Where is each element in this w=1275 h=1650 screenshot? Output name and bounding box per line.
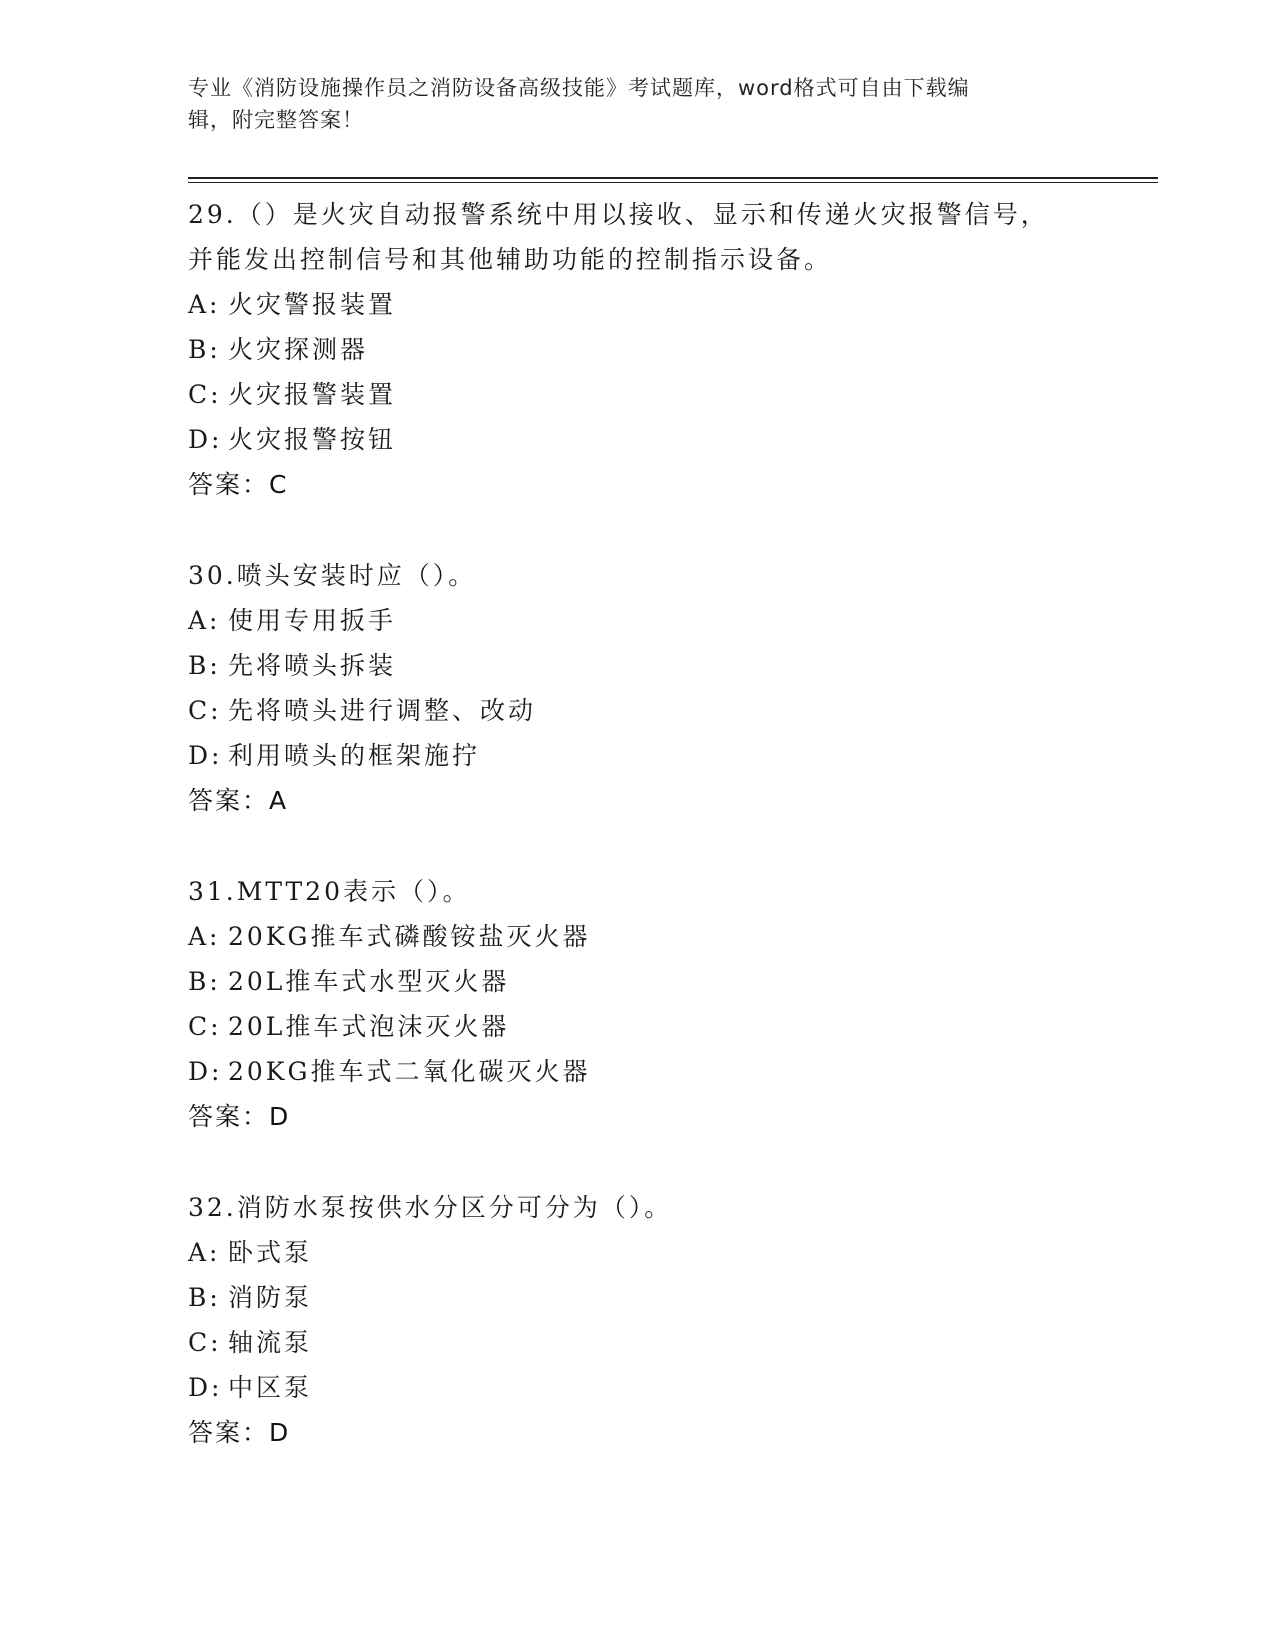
question-list [188,192,1108,1501]
answer-line: 答案：D [188,1102,291,1131]
document-header [188,72,1068,136]
option-letter: A: [188,290,221,319]
question-31 [188,869,1108,1139]
option-d [188,1365,1108,1410]
option-letter: A: [188,922,221,951]
option-letter: B: [188,335,221,364]
option-text: 20L推车式泡沫灭火器 [228,1012,510,1041]
option-letter: B: [188,1283,221,1312]
option-b [188,643,1108,688]
option-b [188,327,1108,372]
question-stem-line: 32.消防水泵按供水分区分可分为（）。 [188,1193,673,1222]
question-30 [188,553,1108,823]
option-text: 20KG推车式磷酸铵盐灭火器 [228,922,591,951]
answer-line: 答案：D [188,1418,291,1447]
option-a [188,914,1108,959]
option-c [188,1320,1108,1365]
option-c [188,1004,1108,1049]
option-letter: C: [188,380,222,409]
option-text: 中区泵 [228,1373,313,1402]
option-d [188,733,1108,778]
option-c [188,372,1108,417]
option-a [188,282,1108,327]
option-text: 使用专用扳手 [228,606,397,635]
option-text: 火灾报警按钮 [228,425,397,454]
option-letter: A: [188,1238,221,1267]
option-text: 20L推车式水型灭火器 [228,967,510,996]
option-b [188,959,1108,1004]
option-letter: B: [188,967,221,996]
option-d [188,1049,1108,1094]
option-letter: B: [188,651,221,680]
option-text: 先将喷头进行调整、改动 [228,696,537,725]
option-text: 卧式泵 [228,1238,313,1267]
option-text: 火灾警报装置 [228,290,397,319]
option-text: 火灾报警装置 [228,380,397,409]
header-line-1: 专业《消防设施操作员之消防设备高级技能》考试题库，word格式可自由下载编 [188,76,970,100]
header-divider [188,177,1158,183]
answer-line: 答案：A [188,786,289,815]
option-letter: A: [188,606,221,635]
option-c [188,688,1108,733]
option-text: 利用喷头的框架施拧 [228,741,481,770]
option-b [188,1275,1108,1320]
question-29 [188,192,1108,507]
option-d [188,417,1108,462]
option-letter: D: [188,1057,223,1086]
option-letter: D: [188,425,223,454]
option-text: 轴流泵 [228,1328,313,1357]
option-a [188,598,1108,643]
question-stem-line: 30.喷头安装时应（）。 [188,561,477,590]
option-a [188,1230,1108,1275]
option-text: 火灾探测器 [228,335,369,364]
option-letter: D: [188,741,223,770]
option-text: 20KG推车式二氧化碳灭火器 [228,1057,591,1086]
question-stem-line: 并能发出控制信号和其他辅助功能的控制指示设备。 [188,245,833,274]
question-stem-line: 31.MTT20表示（）。 [188,877,471,906]
option-text: 先将喷头拆装 [228,651,397,680]
option-letter: C: [188,1012,222,1041]
answer-line: 答案：C [188,470,289,499]
header-line-2: 辑，附完整答案！ [188,108,364,132]
option-letter: D: [188,1373,223,1402]
question-32 [188,1185,1108,1455]
option-letter: C: [188,1328,222,1357]
option-text: 消防泵 [228,1283,313,1312]
question-stem-line: 29.（）是火灾自动报警系统中用以接收、显示和传递火灾报警信号， [188,200,1049,229]
option-letter: C: [188,696,222,725]
